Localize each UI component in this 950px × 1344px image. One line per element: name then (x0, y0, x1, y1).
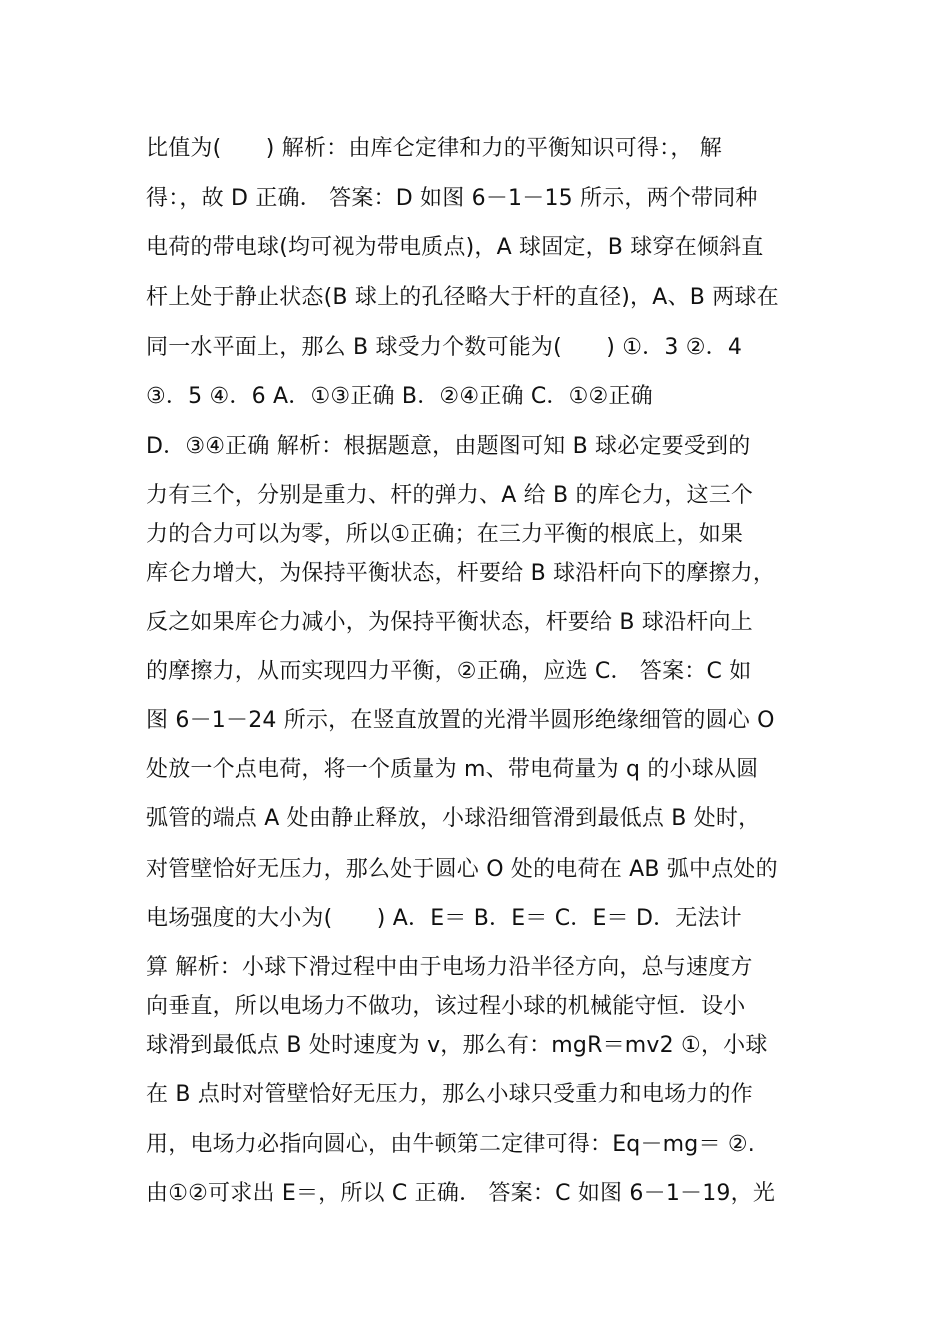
text-line: 用，电场力必指向圆心，由牛顿第二定律可得：Eq－mg＝ ②. (146, 1132, 755, 1157)
text-line: 球滑到最低点 B 处时速度为 v，那么有：mgR＝mv2 ①，小球 (146, 1033, 768, 1058)
text-line: 力有三个，分别是重力、杆的弹力、A 给 B 的库仑力，这三个 (146, 483, 754, 508)
text-line: D．③④正确 解析：根据题意，由题图可知 B 球必定要受到的 (146, 434, 751, 459)
text-line: 反之如果库仑力减小，为保持平衡状态，杆要给 B 球沿杆向上 (146, 610, 753, 635)
text-line: 图 6－1－24 所示，在竖直放置的光滑半圆形绝缘细管的圆心 O (146, 708, 775, 733)
text-line: 库仑力增大，为保持平衡状态，杆要给 B 球沿杆向下的摩擦力， (146, 561, 776, 586)
text-line: 对管壁恰好无压力，那么处于圆心 O 处的电荷在 AB 弧中点处的 (146, 857, 778, 882)
text-line: 同一水平面上，那么 B 球受力个数可能为( ) ①．3 ②．4 (146, 335, 743, 360)
text-line: 比值为( ) 解析：由库仑定律和力的平衡知识可得：， 解 (146, 136, 722, 161)
text-line: 在 B 点时对管壁恰好无压力，那么小球只受重力和电场力的作 (146, 1082, 753, 1107)
text-line: 力的合力可以为零，所以①正确；在三力平衡的根底上，如果 (146, 522, 744, 547)
text-line: 由①②可求出 E＝，所以 C 正确． 答案：C 如图 6－1－19，光 (146, 1181, 776, 1206)
text-line: 电场强度的大小为( ) A．E＝ B．E＝ C．E＝ D．无法计 (146, 906, 742, 931)
text-line: 弧管的端点 A 处由静止释放，小球沿细管滑到最低点 B 处时， (146, 806, 761, 831)
text-line: ③．5 ④．6 A．①③正确 B．②④正确 C．①②正确 (146, 384, 653, 409)
text-line: 杆上处于静止状态(B 球上的孔径略大于杆的直径)，A、B 两球在 (146, 285, 779, 310)
text-line: 算 解析：小球下滑过程中由于电场力沿半径方向，总与速度方 (146, 955, 753, 980)
text-line: 的摩擦力，从而实现四力平衡，②正确，应选 C． 答案：C 如 (146, 659, 752, 684)
text-line: 处放一个点电荷，将一个质量为 m、带电荷量为 q 的小球从圆 (146, 757, 759, 782)
text-line: 得：，故 D 正确． 答案：D 如图 6－1－15 所示，两个带同种 (146, 186, 758, 211)
text-line: 电荷的带电球(均可视为带电质点)，A 球固定，B 球穿在倾斜直 (146, 235, 764, 260)
text-line: 向垂直，所以电场力不做功，该过程小球的机械能守恒．设小 (146, 994, 746, 1019)
